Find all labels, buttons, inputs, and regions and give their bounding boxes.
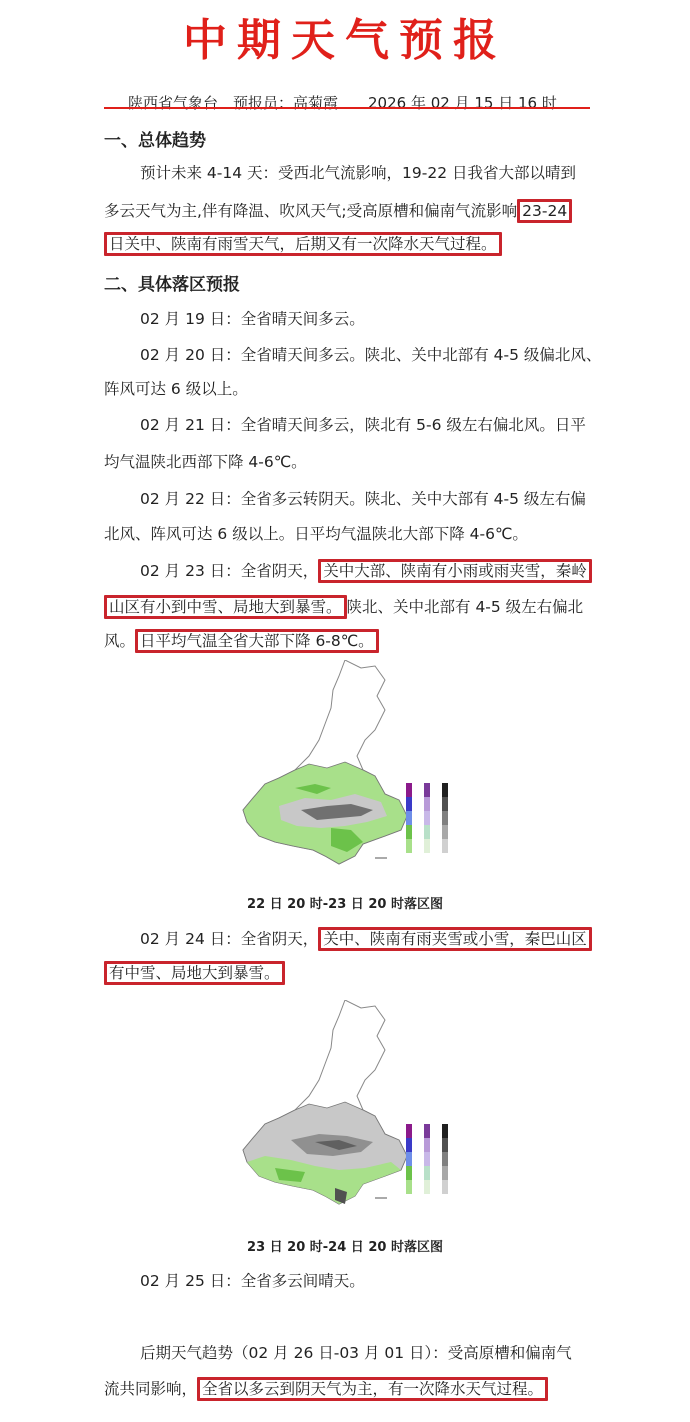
highlight-box: 日平均气温全省大部下降 6-8℃。	[135, 629, 379, 653]
page-title: 中期天气预报	[183, 15, 507, 66]
highlight-box: 全省以多云到阴天气为主，有一次降水天气过程。	[197, 1377, 548, 1401]
day-19-forecast: 02 月 19 日：全省晴天间多云。	[140, 310, 365, 328]
highlight-box: 山区有小到中雪、局地大到暴雪。	[104, 595, 347, 619]
map-2-caption: 23 日 20 时-24 日 20 时落区图	[247, 1240, 443, 1255]
highlight-box: 有中雪、局地大到暴雪。	[104, 961, 285, 985]
day-21-forecast: 02 月 21 日：全省晴天间多云，陕北有 5-6 级左右偏北风。日平	[140, 416, 586, 434]
day-23-forecast-end	[104, 630, 379, 652]
day-23-text-end: 风。	[104, 632, 136, 650]
legend-1	[404, 777, 456, 867]
day-22-forecast-cont: 北风、阵风可达 6 级以上。日平均气温陕北大部下降 4-6℃。	[104, 525, 528, 543]
highlight-box: 关中、陕南有雨夹雪或小雪，秦巴山区	[318, 927, 592, 951]
highlight-box: 关中大部、陕南有小雨或雨夹雪，秦岭	[318, 559, 592, 583]
day-23-forecast	[140, 560, 592, 582]
day-20-forecast-cont: 阵风可达 6 级以上。	[104, 380, 248, 398]
day-23-forecast-cont	[104, 596, 583, 618]
overview-line-2	[104, 200, 572, 222]
section-heading-overview: 一、总体趋势	[104, 131, 206, 151]
day-25-forecast: 02 月 25 日：全省多云间晴天。	[140, 1272, 365, 1290]
day-23-text: 02 月 23 日：全省阴天，	[140, 562, 319, 580]
overview-line-3	[104, 233, 502, 255]
day-21-forecast-cont: 均气温陕北西部下降 4-6℃。	[104, 453, 307, 471]
header-divider	[104, 107, 590, 109]
day-20-forecast: 02 月 20 日：全省晴天间多云。陕北、关中北部有 4-5 级偏北风、	[140, 346, 602, 364]
legend-2	[404, 1118, 456, 1208]
day-23-text-cont: 陕北、关中北部有 4-5 级左右偏北	[346, 598, 584, 616]
day-24-text: 02 月 24 日：全省阴天，	[140, 930, 319, 948]
day-22-forecast: 02 月 22 日：全省多云转阴天。陕北、关中大部有 4-5 级左右偏	[140, 490, 586, 508]
overview-line-1: 预计未来 4-14 天：受西北气流影响，19-22 日我省大部以晴到	[140, 164, 576, 182]
highlight-box: 23-24	[517, 199, 572, 223]
forecast-meta: 陕西省气象台 预报员：高菊霞 2026 年 02 月 15 日 16 时	[128, 94, 557, 112]
section-heading-areas: 二、具体落区预报	[104, 275, 240, 295]
day-24-forecast-cont	[104, 962, 285, 984]
map-1-caption: 22 日 20 时-23 日 20 时落区图	[247, 897, 443, 912]
overview-line-2-text: 多云天气为主,伴有降温、吹风天气;受高原槽和偏南气流影响	[104, 202, 518, 220]
later-trend-line-2	[104, 1378, 548, 1400]
highlight-box: 日关中、陕南有雨雪天气，后期又有一次降水天气过程。	[104, 232, 502, 256]
later-trend-text: 流共同影响，	[104, 1380, 198, 1398]
later-trend-line-1: 后期天气趋势（02 月 26 日-03 月 01 日）：受高原槽和偏南气	[140, 1344, 572, 1362]
day-24-forecast	[140, 928, 592, 950]
